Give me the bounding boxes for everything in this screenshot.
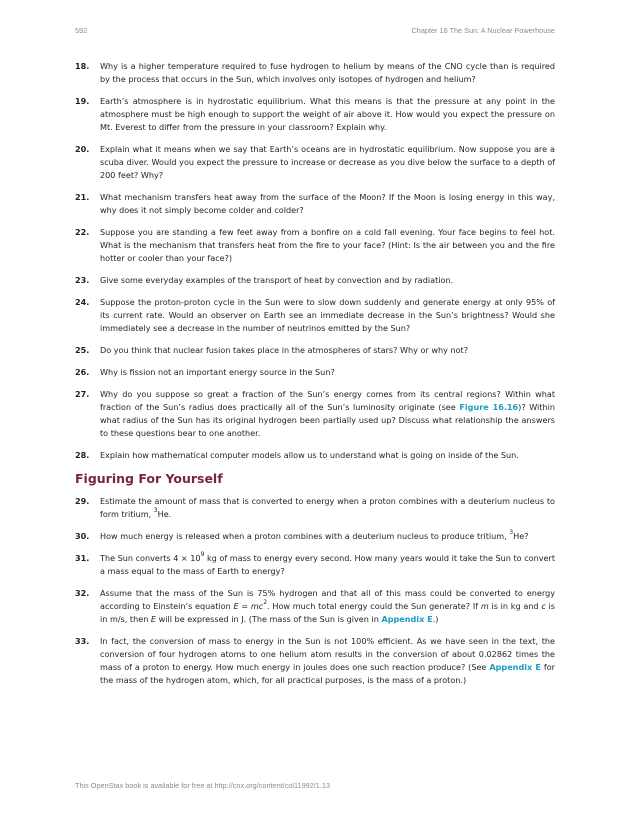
problem-text-continued: He. [157, 509, 172, 519]
problem-text-2: for the mass of the hydrogen atom, which, for all practical purposes, is the mass of a proton.) [100, 662, 555, 685]
question-number: 18. [75, 61, 90, 71]
question-number: 22. [75, 227, 90, 237]
problem-text-6: .) [432, 614, 439, 624]
question-28 [75, 449, 555, 462]
section-title: Figuring For Yourself [75, 471, 223, 486]
figure-link[interactable]: Figure 16.16 [459, 402, 519, 412]
problem-text-3: is in kg and [488, 601, 542, 611]
question-text: Do you think that nuclear fusion takes place in the atmospheres of stars? Why or why not? [100, 345, 469, 355]
chapter-title: Chapter 16 The Sun: A Nuclear Powerhouse [411, 26, 555, 35]
problem-text-2: . How much total energy could the Sun generate? If [267, 601, 481, 611]
question-19 [75, 95, 555, 134]
question-text: Why is fission not an important energy source in the Sun? [100, 367, 335, 377]
problem-32 [75, 587, 555, 626]
problem-number: 29. [75, 496, 90, 506]
problem-text: Estimate the amount of mass that is converted to energy when a proton combines with a deuterium nucleus to form tritium, [100, 496, 555, 519]
problem-number: 31. [75, 553, 90, 563]
question-22 [75, 226, 555, 265]
question-23 [75, 274, 555, 287]
question-18 [75, 60, 555, 86]
question-number: 19. [75, 96, 90, 106]
question-21 [75, 191, 555, 217]
equation: E = mc [233, 601, 264, 611]
question-text: Give some everyday examples of the transport of heat by convection and by radiation. [100, 275, 454, 285]
problem-text-continued: He? [513, 531, 529, 541]
question-text: Why do you suppose so great a fraction of the Sun’s energy comes from its central regions? Within what fraction of the Sun’s radius does practically all of the Sun’s luminosity originate (see [100, 389, 555, 412]
superscript: 3 [153, 507, 158, 515]
problem-text-continued: kg of mass to energy every second. How many years would it take the Sun to convert a mass equal to the mass of Earth to energy? [100, 553, 556, 576]
problem-text: How much energy is released when a proton combines with a deuterium nucleus to produce tritium, [100, 531, 510, 541]
problem-text-4: is in m/s, then [100, 601, 555, 624]
page-content [75, 60, 555, 696]
question-number: 26. [75, 367, 90, 377]
problem-text: Assume that the mass of the Sun is 75% hydrogen and that all of this mass could be converted to energy according to Einstein’s equation [100, 588, 555, 611]
variable-e: E [150, 614, 157, 624]
running-head [75, 26, 555, 40]
problem-31 [75, 552, 555, 578]
question-27 [75, 388, 555, 440]
problem-text: In fact, the conversion of mass to energy in the Sun is not 100% efficient. As we have seen in the text, the conversion of four hydrogen atoms to one helium atom results in the conversion of about 0.02862 times the mass of a proton to energy. How much energy in joules does one such reaction produce? (See [100, 636, 555, 672]
question-text: Explain what it means when we say that Earth’s oceans are in hydrostatic equilibrium. Now suppose you are a scuba diver. Would you expect the pressure to increase or decrease as you dive below the surface to a depth of 200 feet? Why? [100, 144, 555, 180]
variable-c: c [541, 601, 546, 611]
question-text: Suppose the proton-proton cycle in the Sun were to slow down suddenly and generate energy at only 95% of its current rate. Would an observer on Earth see an immediate decrease in the Sun’s brightness? Would she immediately see a decrease in the number of neutrinos emitted by the Sun? [100, 297, 555, 333]
problem-33 [75, 635, 555, 687]
problem-text: The Sun converts 4 × 10 [100, 553, 201, 563]
problem-number: 30. [75, 531, 90, 541]
question-text: Suppose you are standing a few feet away from a bonfire on a cold fall evening. Your face begins to feel hot. What is the mechanism that transfers heat from the fire to your face? (Hint: Is the air between you and the fire hotter or cooler than your face?) [100, 227, 555, 263]
question-number: 28. [75, 450, 90, 460]
question-number: 25. [75, 345, 90, 355]
question-text: Explain how mathematical computer models allow us to understand what is going on inside of the Sun. [100, 450, 519, 460]
question-text: What mechanism transfers heat away from the surface of the Moon? If the Moon is losing energy in this way, why does it not simply become colder and colder? [100, 192, 555, 215]
superscript: 9 [200, 551, 205, 559]
problem-30 [75, 530, 555, 543]
question-text: Why is a higher temperature required to fuse hydrogen to helium by means of the CNO cycle than is required by the process that occurs in the Sun, which involves only isotopes of hydrogen and helium? [100, 61, 555, 84]
superscript: 3 [509, 529, 514, 537]
variable-m: m [480, 601, 489, 611]
problem-number: 33. [75, 636, 90, 646]
question-text-continued: )? Within what radius of the Sun has its original hydrogen been partially used up? Discuss what relationship the answers to these questions bear to one another. [100, 402, 555, 438]
question-number: 23. [75, 275, 90, 285]
appendix-link[interactable]: Appendix E [489, 662, 541, 672]
question-26 [75, 366, 555, 379]
problem-text-5: will be expressed in J. (The mass of the Sun is given in [156, 614, 382, 624]
footer: This OpenStax book is available for free at http://cnx.org/content/col11992/1.13 [75, 781, 331, 790]
question-text: Earth’s atmosphere is in hydrostatic equilibrium. What this means is that the pressure at any point in the atmosphere must be high enough to support the weight of air above it. How would you expect the pressure on Mt. Everest to differ from the pressure in your classroom? Explain why. [100, 96, 555, 132]
problem-29 [75, 495, 555, 521]
question-number: 20. [75, 144, 90, 154]
appendix-link[interactable]: Appendix E [381, 614, 433, 624]
problem-number: 32. [75, 588, 90, 598]
question-number: 27. [75, 389, 90, 399]
question-number: 24. [75, 297, 90, 307]
question-24 [75, 296, 555, 335]
question-20 [75, 143, 555, 182]
superscript: 2 [263, 599, 268, 607]
question-number: 21. [75, 192, 90, 202]
page-number: 592 [75, 26, 88, 35]
question-25 [75, 344, 555, 357]
